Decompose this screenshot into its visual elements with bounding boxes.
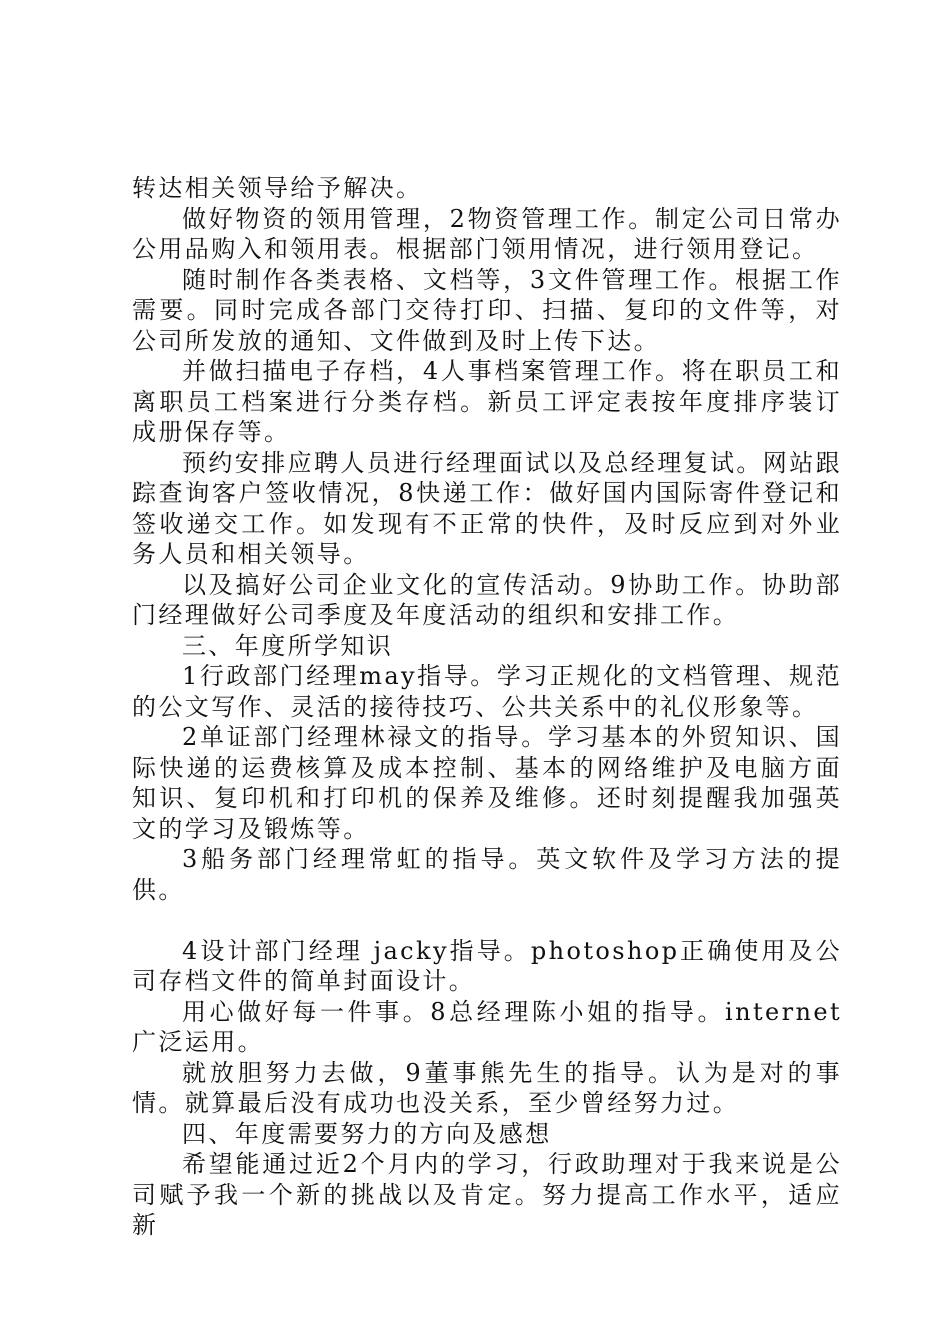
paragraph-design-manager: 4设计部门经理 jacky指导。photoshop正确使用及公司存档文件的简单封面设计。	[132, 936, 842, 995]
paragraph-file-management: 随时制作各类表格、文档等，3文件管理工作。根据工作需要。同时完成各部门交待打印、扫描、复印的文件等，对公司所发放的通知、文件做到及时上传下达。	[132, 265, 842, 355]
paragraph-documents-manager: 2单证部门经理林禄文的指导。学习基本的外贸知识、国际快递的运费核算及成本控制、基本的网络维护及电脑方面知识、复印机和打印机的保养及维修。还时刻提醒我加强英文的学习及锻炼等。	[132, 723, 842, 843]
section-heading-direction: 四、年度需要努力的方向及感想	[182, 1119, 552, 1148]
section-heading-knowledge: 三、年度所学知识	[182, 631, 394, 660]
blank-line	[132, 905, 842, 936]
paragraph-assist-work: 以及搞好公司企业文化的宣传活动。9协助工作。协助部门经理做好公司季度及年度活动的组织和安排工作。	[132, 570, 842, 629]
paragraph-admin-manager: 1行政部门经理may指导。学习正规化的文档管理、规范的公文写作、灵活的接待技巧、公共关系中的礼仪形象等。	[132, 662, 842, 721]
paragraph-general-manager: 用心做好每一件事。8总经理陈小姐的指导。internet广泛运用。	[132, 997, 842, 1056]
paragraph-hope: 希望能通过近2个月内的学习，行政助理对于我来说是公司赋予我一个新的挑战以及肯定。努力提高工作水平，适应新	[132, 1150, 842, 1239]
paragraph-director: 就放胆努力去做，9董事熊先生的指导。认为是对的事情。就算最后没有成功也没关系，至少曾经努力过。	[132, 1058, 842, 1117]
document-body	[132, 173, 842, 1241]
paragraph-personnel-archives: 并做扫描电子存档，4人事档案管理工作。将在职员工和离职员工档案进行分类存档。新员工评定表按年度排序装订成册保存等。	[132, 357, 842, 446]
paragraph-express-work: 预约安排应聘人员进行经理面试以及总经理复试。网站跟踪查询客户签收情况，8快递工作：做好国内国际寄件登记和签收递交工作。如发现有不正常的快件，及时反应到对外业务人员和相关领导。	[132, 448, 842, 568]
paragraph-supplies-management: 做好物资的领用管理，2物资管理工作。制定公司日常办公用品购入和领用表。根据部门领用情况，进行领用登记。	[132, 204, 842, 263]
paragraph-shipping-manager: 3船务部门经理常虹的指导。英文软件及学习方法的提供。	[132, 845, 842, 904]
paragraph-continuation: 转达相关领导给予解决。	[132, 174, 423, 202]
